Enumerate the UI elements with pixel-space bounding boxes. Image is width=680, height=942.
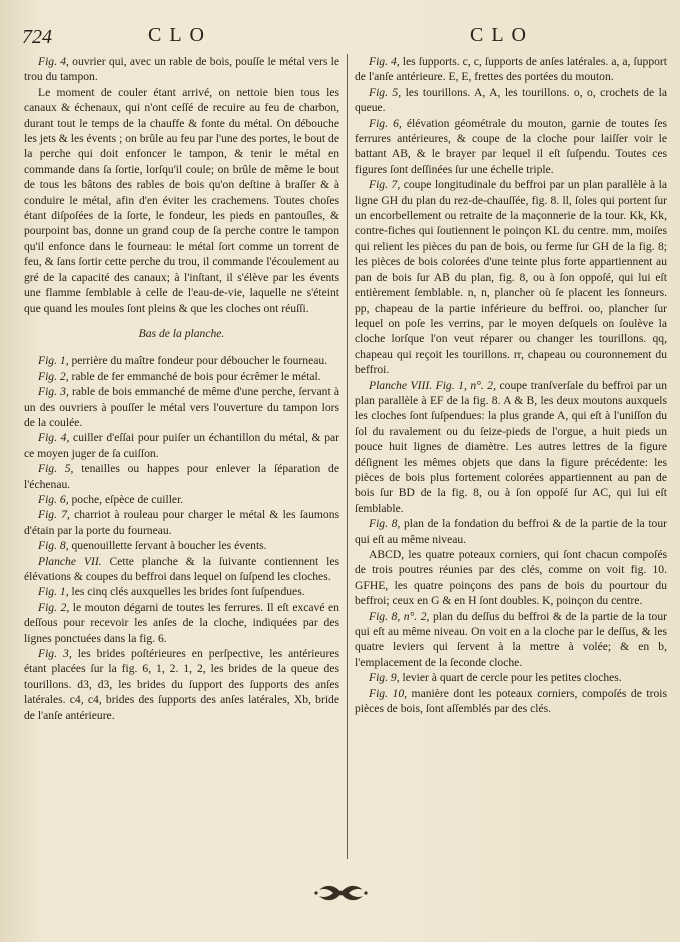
paragraph-text: charriot à rouleau pour charger le métal & les ſaumons d'étain par la porte du fourneau. [24,508,340,537]
figure-reference: Fig. 10, [369,686,408,700]
paragraph [24,600,339,646]
paragraph-text: cuiller d'eſſai pour puiſer un échantillon du métal, & par ce moyen juger de ſa cuiſſon. [24,431,340,460]
figure-reference: Fig. 6, [369,116,402,130]
paragraph [24,353,339,368]
paragraph-text: les cinq clés auxquelles les brides ſont ſuſpendues. [68,585,305,599]
paragraph [355,85,667,116]
paragraph-text: ABCD, les quatre poteaux corniers, qui ſont chacun compoſés de trois poutres réunies par des clés, comme on voit fig. 10. GFHE, les quatre poinçons des pans de bois du pourtour du beffroi; ceux en G & en H ſont doubles. K, poinçon du centre. [355,548,667,608]
paragraph-text: coupe tranſverſale du beffroi par un plan parallèle à EF de la fig. 8. A & B, les deux moutons auxquels les cloches ſont ſuſpendues: la plus grande A, qui eſt à l'uniſſon du ſol du ravalement ou du ſeize-pieds de l'orgue, a huit pieds un pouce huit lignes de diamètre. Les autres lettres de la figure déſignent les mêmes objets que dans la figure précédente: les pièces de bois plus fortement colorées appartiennent au pan de bois ſur BD de la fig. 8, ou à ſon oppoſé ſur AC, qui lui eſt ſemblable. [355,378,667,515]
paragraph [24,554,339,585]
figure-reference: Fig. 3, [38,385,69,399]
running-head-left: CLO [148,24,212,46]
figure-reference: Fig. 8, n°. 2, [369,609,430,623]
paragraph [24,384,339,430]
figure-reference: Fig. 4, [38,431,70,445]
figure-reference: Fig. 7, [369,178,401,192]
paragraph-text: rable de bois emmanché de même d'une perche, ſervant à un des ouvriers à pouſſer le métal vers l'ouverture du tampon lors de la coulée. [24,385,339,429]
paragraph-text: les brides poſtérieures en perſpective, les antérieures étant placées ſur la fig. 6, 1, 2. 1, 2, les brides de la queue des tourillons. d3, d3, les brides du ſupport des ſupports des anſes latérales. c4, c4, brides des ſupports des anſes latérales, Xb, bride de l'anſe antérieure. [24,647,339,722]
paragraph-text: perrière du maître fondeur pour déboucher le fourneau. [68,354,328,368]
paragraph-text: les ſupports. c, c, ſupports de anſes latérales. a, a, ſupport de l'anſe antérieure. E, E, frettes des portées du mouton. [355,55,667,84]
right-column [355,54,667,716]
paragraph-text: rable de fer emmanché de bois pour écrêmer le métal. [68,369,321,383]
paragraph [355,609,667,671]
paragraph [24,646,339,723]
paragraph [355,686,667,717]
page-number: 724 [22,26,52,48]
paragraph-text: Le moment de couler étant arrivé, on nettoie bien tous les canaux & échenaux, qui n'ont ceſſé de recuire au feu de charbon, durant tout le temps de la chauffe & fonte du métal. On débouche les jets & les évents ; on brûle au feu par l'une des portes, le bout de la perche qui doit enfoncer le tampon, & tenir le métal en commande dans ſa ſortie, lorſqu'il coule; on brûle de même le bout de tous les bâtons des rables de bois qu'on deſtine à braſſer & à conduire le métal, afin d'en éviter les crachemens. Toutes choſes étant diſpoſées de la ſorte, le fondeur, les pieds en pantouſles, & pourpoint bas, donne un grand coup de ſa perche contre le tampon qu'il enfonce dans le fourneau: le métal ſort comme un torrent de feu, & ſans ſortir cette perche du trou, il commande l'écoulement au gré de la capacité des canaux; à l'inſtant, il s'élève par les évents une flamme ſemblable à celle de l'eau-de-vie, laquelle ne s'éteint que quand les moules ſont pleins & que les cloches ont réuſſi. [24,85,339,315]
figure-reference: Fig. 2, [38,369,69,383]
paragraph [355,54,667,85]
figure-reference: Fig. 4, [369,55,400,68]
figure-reference: Fig. 4, [38,55,69,68]
left-column [24,54,339,723]
figure-reference: Fig. 5, [38,462,74,476]
figure-reference: Planche VII. [38,554,102,568]
paragraph [24,369,339,384]
paragraph-text: poche, eſpèce de cuiller. [68,492,184,506]
paragraph [24,54,339,85]
figure-reference: Fig. 1, [38,354,69,368]
paragraph [355,177,667,377]
paragraph-text: coupe longitudinale du beffroi par un plan parallèle à la ligne GH du plan du rez-de-chauſſée, fig. 8. ll, ſoles qui portent ſur un encorbellement ou retraite de la maçonnerie de la tour. Kk, Kk, contre-fiches qui ſoutiennent le poinçon KL du centre. mm, moiſes qui relient les pièces du pan de bois, ou ferme ſur GH de la fig. 8; les pièces de bois colorées d'une teinte plus forte appartiennent au pan de bois ſur AB du plan, fig. 8, ou à ſon oppoſé, qui lui eſt entièrement ſemblable. n, n, plancher où ſe placent les ſonneurs. pp, chapeau de la partie inférieure du beffroi. oo, plancher ſur lequel on poſe les verrins, par le moyen deſquels on ſoulève la cloche lorſque l'on veut réparer ou changer les tourillons. qq, chapeau qui reçoit les tourillons. rr, chapeau ou couronnement du beffroi. [355,178,667,377]
paragraph [24,492,339,507]
paragraph-text: quenouillette ſervant à boucher les évents. [68,539,267,553]
paragraph-text: élévation géométrale du mouton, garnie de toutes ſes ferrures antérieures, & coupe de la cloche pour laiſſer voir le battant AB, & le brayer par lequel il eſt ſuſpendu. Toutes ces figures ſont deſſinées ſur une échelle triple. [355,116,667,176]
paragraph [24,584,339,599]
running-head-right: CLO [470,24,534,46]
figure-reference: Fig. 8, [38,539,69,553]
section-heading: Bas de la planche. [138,326,225,340]
figure-reference: Fig. 1, [38,585,69,599]
figure-reference: Fig. 9, [369,671,400,685]
figure-reference: Fig. 5, [369,85,402,99]
paragraph [355,547,667,609]
paragraph-text: les tourillons. A, A, les tourillons. o, o, crochets de la queue. [355,85,667,115]
paragraph-text: ouvrier qui, avec un rable de bois, pouſſe le métal vers le trou du tampon. [24,55,339,84]
paragraph [24,85,339,316]
paragraph [355,116,667,178]
paragraph [24,538,339,553]
figure-reference: Fig. 2, [38,600,70,614]
paragraph [355,378,667,517]
paragraph-text: Cette planche & la ſuivante contiennent les élévations & coupes du beffroi dans lequel on ſuſpend les cloches. [24,554,339,583]
paragraph-text: plan de la fondation du beffroi & de la partie de la tour qui eſt au même niveau. [355,517,668,546]
paragraph-text: plan du deſſus du beffroi & de la partie de la tour qui eſt au même niveau. On voit en a la cloche par le deſſus, & les quatre leviers qui ſervent à la mettre à volée; & en b, l'emplacement de la ſeconde cloche. [355,609,667,669]
paragraph [24,430,339,461]
paragraph-text: tenailles ou happes pour enlever la ſéparation de l'échenau. [24,462,340,491]
figure-reference: Fig. 8, [369,517,401,531]
paragraph [24,507,339,538]
paragraph-text: levier à quart de cercle pour les petites cloches. [399,671,622,685]
paragraph [355,670,667,685]
paragraph [24,461,339,492]
paragraph [355,516,667,547]
figure-reference: Fig. 6, [38,492,69,506]
figure-reference: Fig. 7, [38,508,70,522]
paragraph-text: manière dont les poteaux corniers, compoſés de trois pièces de bois, ſont aſſemblés par des clés. [355,686,667,716]
column-divider [347,54,348,859]
fleuron-ornament-icon [313,882,369,904]
figure-reference: Planche VIII. Fig. 1, n°. 2, [369,378,496,392]
figure-reference: Fig. 3, [38,647,72,661]
paragraph-text: le mouton dégarni de toutes les ferrures. Il eſt excavé en deſſous pour recevoir les anſes de la cloche, indiquées par des lignes ponctuées dans la fig. 6. [24,600,339,645]
